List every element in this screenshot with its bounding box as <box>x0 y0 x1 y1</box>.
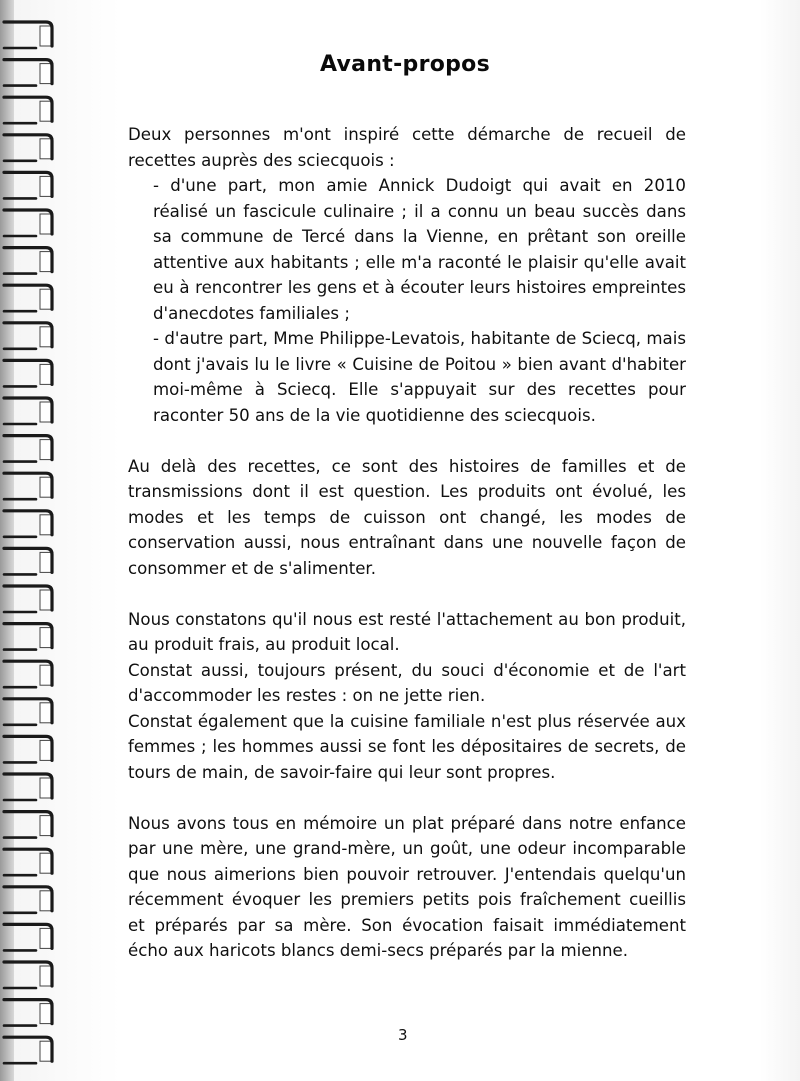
binding-ring <box>4 323 53 349</box>
binding-ring <box>4 172 53 198</box>
binding-ring <box>4 473 53 499</box>
binding-ring <box>4 736 53 762</box>
paragraph-transmissions: Au delà des recettes, ce sont des histoires de familles et de transmissions dont il est question. Les produits ont évolué, les modes et les temps de cuisson ont changé, les modes de conservation aussi, nous entraînant dans une nouvelle façon de consommer et de s'alimenter. <box>128 456 686 578</box>
binding-ring <box>4 548 53 574</box>
binding-ring <box>4 398 53 424</box>
binding-ring <box>4 511 53 537</box>
binding-ring <box>4 1000 53 1026</box>
binding-ring <box>4 586 53 612</box>
binding-ring <box>4 924 53 950</box>
binding-ring <box>4 248 53 274</box>
binding-ring <box>4 210 53 236</box>
binding-ring <box>4 887 53 913</box>
paragraph-memory: Nous avons tous en mémoire un plat préparé dans notre enfance par une mère, une grand-mère, un goût, une odeur incomparable que nous aimerions bien pouvoir retrouver. J'entendais quelqu'un récemment évoquer les premiers petits pois fraîchement cueillis et préparés par sa mère. Son évocation faisait immédiatement écho aux haricots blancs demi-secs préparés par la mienne. <box>128 813 686 960</box>
binding-ring <box>4 624 53 650</box>
paragraph-family-cooking: Constat également que la cuisine familiale n'est plus réservée aux femmes ; les hommes aussi se font les dépositaires de secrets, de tours de main, de savoir-faire qui leur sont propres. <box>128 711 686 782</box>
page-number: 3 <box>398 1026 408 1044</box>
binding-ring <box>4 699 53 725</box>
document-body <box>128 122 686 964</box>
binding-ring <box>4 812 53 838</box>
intro-paragraph: Deux personnes m'ont inspiré cette démarche de recueil de recettes auprès des sciecquois : <box>128 125 686 170</box>
binding-ring <box>4 962 53 988</box>
paragraph-attachment: Nous constatons qu'il nous est resté l'attachement au bon produit, au produit frais, au produit local. <box>128 609 686 654</box>
binding-ring <box>4 436 53 462</box>
binding-ring <box>4 285 53 311</box>
page-title: Avant-propos <box>319 52 490 77</box>
spiral-binding-icon <box>0 0 70 1081</box>
paragraph-economy: Constat aussi, toujours présent, du souci d'économie et de l'art d'accommoder les restes : on ne jette rien. <box>128 660 686 705</box>
binding-ring <box>4 97 53 123</box>
binding-ring <box>4 774 53 800</box>
list-item-first-inspiration: - d'une part, mon amie Annick Dudoigt qui avait en 2010 réalisé un fascicule culinaire ; il a connu un beau succès dans sa commune de Tercé dans la Vienne, en prêtant son oreille attentive aux habitants ; elle m'a raconté le plaisir qu'elle avait eu à rencontrer les gens et à écouter leurs histoires empreintes d'anecdotes familiales ; <box>153 176 686 323</box>
binding-ring <box>4 1037 53 1063</box>
binding-ring <box>4 360 53 386</box>
list-item-second-inspiration: - d'autre part, Mme Philippe-Levatois, habitante de Sciecq, mais dont j'avais lu le livre « Cuisine de Poitou » bien avant d'habiter moi-même à Sciecq. Elle s'appuyait sur des recettes pour raconter 50 ans de la vie quotidienne des sciecquois. <box>153 329 686 425</box>
binding-ring <box>4 135 53 161</box>
binding-ring <box>4 661 53 687</box>
binding-ring <box>4 22 53 48</box>
binding-ring <box>4 849 53 875</box>
